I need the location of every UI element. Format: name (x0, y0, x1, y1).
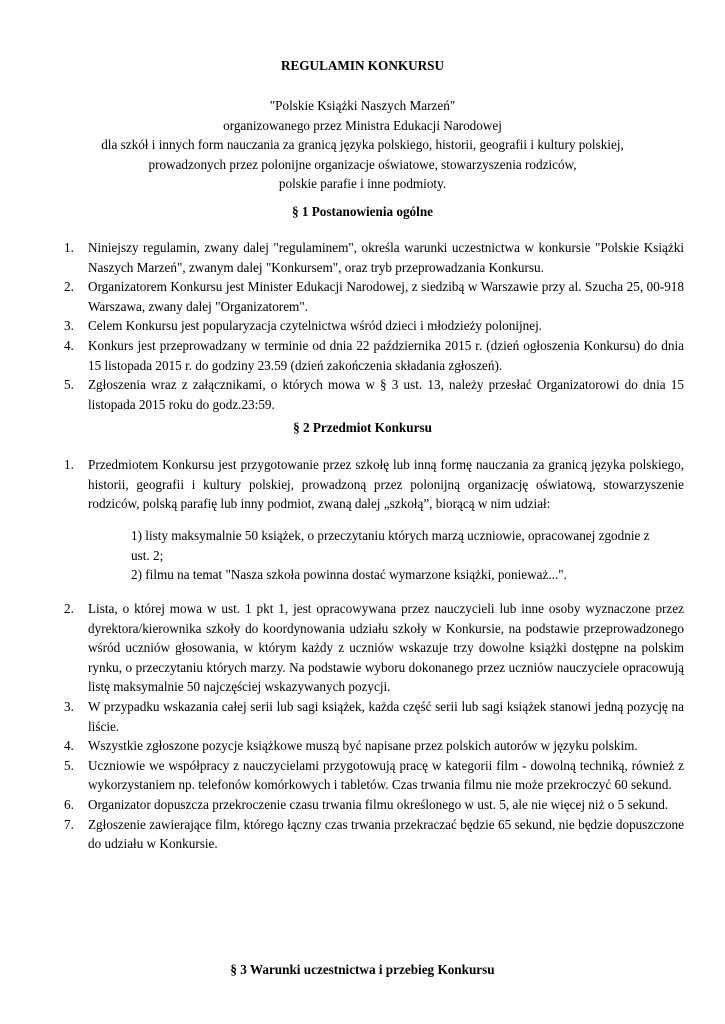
subitem: 1) listy maksymalnie 50 książek, o przeczytaniu których marzą uczniowie, opracowanej zgodnie z ust. 2; (131, 528, 650, 563)
item-number: 6. (64, 796, 74, 812)
item-text: Niniejszy regulamin, zwany dalej "regulaminem", określa warunki uczestnictwa w konkursie "Polskie Książki Naszych Marzeń", zwanym dalej "Konkursem", oraz tryb przeprowadzania Konkursu. (88, 240, 684, 275)
item-number: 3. (64, 698, 74, 714)
item-text: Organizator dopuszcza przekroczenie czasu trwania filmu określonego w ust. 5, ale nie więcej niż o 5 sekund. (88, 796, 669, 812)
intro-line: dla szkół i innych form nauczania za granicą języka polskiego, historii, geografii i kultury polskiej, (101, 137, 624, 153)
item-number: 5. (64, 757, 74, 773)
list-item (64, 336, 684, 375)
section-3-title: § 3 Warunki uczestnictwa i przebieg Konkursu (230, 962, 495, 977)
item-number: 1. (64, 240, 74, 255)
section-2-list-a (64, 455, 684, 514)
list-item (64, 756, 684, 795)
list-item (64, 277, 684, 316)
item-text: Konkurs jest przeprowadzany w terminie od dnia 22 października 2015 r. (dzień ogłoszenia Konkursu) do dnia 15 listopada 2015 r. do godziny 23.59 (dzień zakończenia składania zgłoszeń). (88, 337, 684, 373)
intro-line: prowadzonych przez polonijne organizacje oświatowe, stowarzyszenia rodziców, (148, 156, 577, 172)
item-text: Lista, o której mowa w ust. 1 pkt 1, jest opracowywana przez nauczycieli lub inne osoby wyznaczone przez dyrektora/kierownika szkoły do koordynowania udziału szkoły w Konkursie, na podstawie przeprowadzonego wśród uczniów głosowania, w którym każdy z uczniów wskazuje trzy dowolne książki dostępne na polskim rynku, o przeczytaniu których marzy. Na podstawie wyboru dokonanego przez uczniów nauczyciele opracowują listę maksymalnie 50 najczęściej wskazywanych pozycji. (88, 601, 684, 695)
item-number: 2. (64, 601, 74, 616)
item-text: Zgłoszenie zawierające film, którego łączny czas trwania przekraczać będzie 65 sekund, nie będzie dopuszczone do udziału w Konkursie. (88, 816, 684, 852)
item-text: Przedmiotem Konkursu jest przygotowanie przez szkołę lub inną formę nauczania za granicą języka polskiego, historii, geografii i kultury polskiej, prowadzoną przez polonijną organizację oświatową, stowarzyszenie rodziców, polską parafię lub inny podmiot, zwaną dalej „szkołą”, biorącą w nim udział: (88, 457, 684, 512)
list-item (64, 316, 684, 336)
section-2-title: § 2 Przedmiot Konkursu (293, 420, 432, 435)
subitem: 2) filmu na temat "Nasza szkoła powinna dostać wymarzone książki, ponieważ...". (131, 567, 567, 583)
section-1-list (64, 238, 684, 414)
item-text: Wszystkie zgłoszone pozycje książkowe muszą być napisane przez polskich autorów w języku polskim. (88, 738, 638, 754)
intro-line: "Polskie Książki Naszych Marzeń" (269, 98, 456, 113)
intro-block (40, 96, 685, 194)
item-number: 2. (64, 279, 74, 295)
item-number: 1. (64, 457, 74, 472)
list-item (64, 375, 684, 414)
list-item (64, 455, 684, 514)
item-text: Zgłoszenia wraz z załącznikami, o których mowa w § 3 ust. 13, należy przesłać Organizatorowi do dnia 15 listopada 2015 roku do godz.23:59. (88, 377, 684, 412)
section-2-subitems (131, 526, 651, 585)
list-item (64, 736, 684, 756)
section-1-title: § 1 Postanowienia ogólne (291, 204, 434, 219)
list-item (64, 795, 684, 815)
list-item (64, 238, 684, 277)
item-number: 5. (64, 377, 74, 393)
item-number: 7. (64, 816, 74, 832)
item-number: 3. (64, 318, 74, 334)
item-text: Uczniowie we współpracy z nauczycielami przygotowują pracę w kategorii film - dowolną techniką, również z wykorzystaniem np. telefonów komórkowych i tabletów. Czas trwania filmu nie może przekroczyć 60 sekund. (88, 757, 684, 793)
document-title: REGULAMIN KONKURSU (280, 58, 445, 73)
item-text: Celem Konkursu jest popularyzacja czytelnictwa wśród dzieci i młodzieży polonijnej. (88, 318, 543, 334)
section-2-list-b (64, 599, 684, 854)
item-text: Organizatorem Konkursu jest Minister Edukacji Narodowej, z siedzibą w Warszawie przy al. Szucha 25, 00-918 Warszawa, zwany dalej "Organizatorem". (88, 279, 684, 314)
item-text: W przypadku wskazania całej serii lub sagi książek, każda część serii lub sagi książek stanowi jedną pozycję na liście. (88, 698, 684, 734)
item-number: 4. (64, 738, 74, 754)
item-number: 4. (64, 337, 74, 353)
intro-line: organizowanego przez Ministra Edukacji Narodowej (223, 117, 502, 133)
intro-line: polskie parafie i inne podmioty. (278, 176, 447, 192)
list-item (64, 599, 684, 697)
list-item (64, 697, 684, 736)
list-item (64, 815, 684, 854)
